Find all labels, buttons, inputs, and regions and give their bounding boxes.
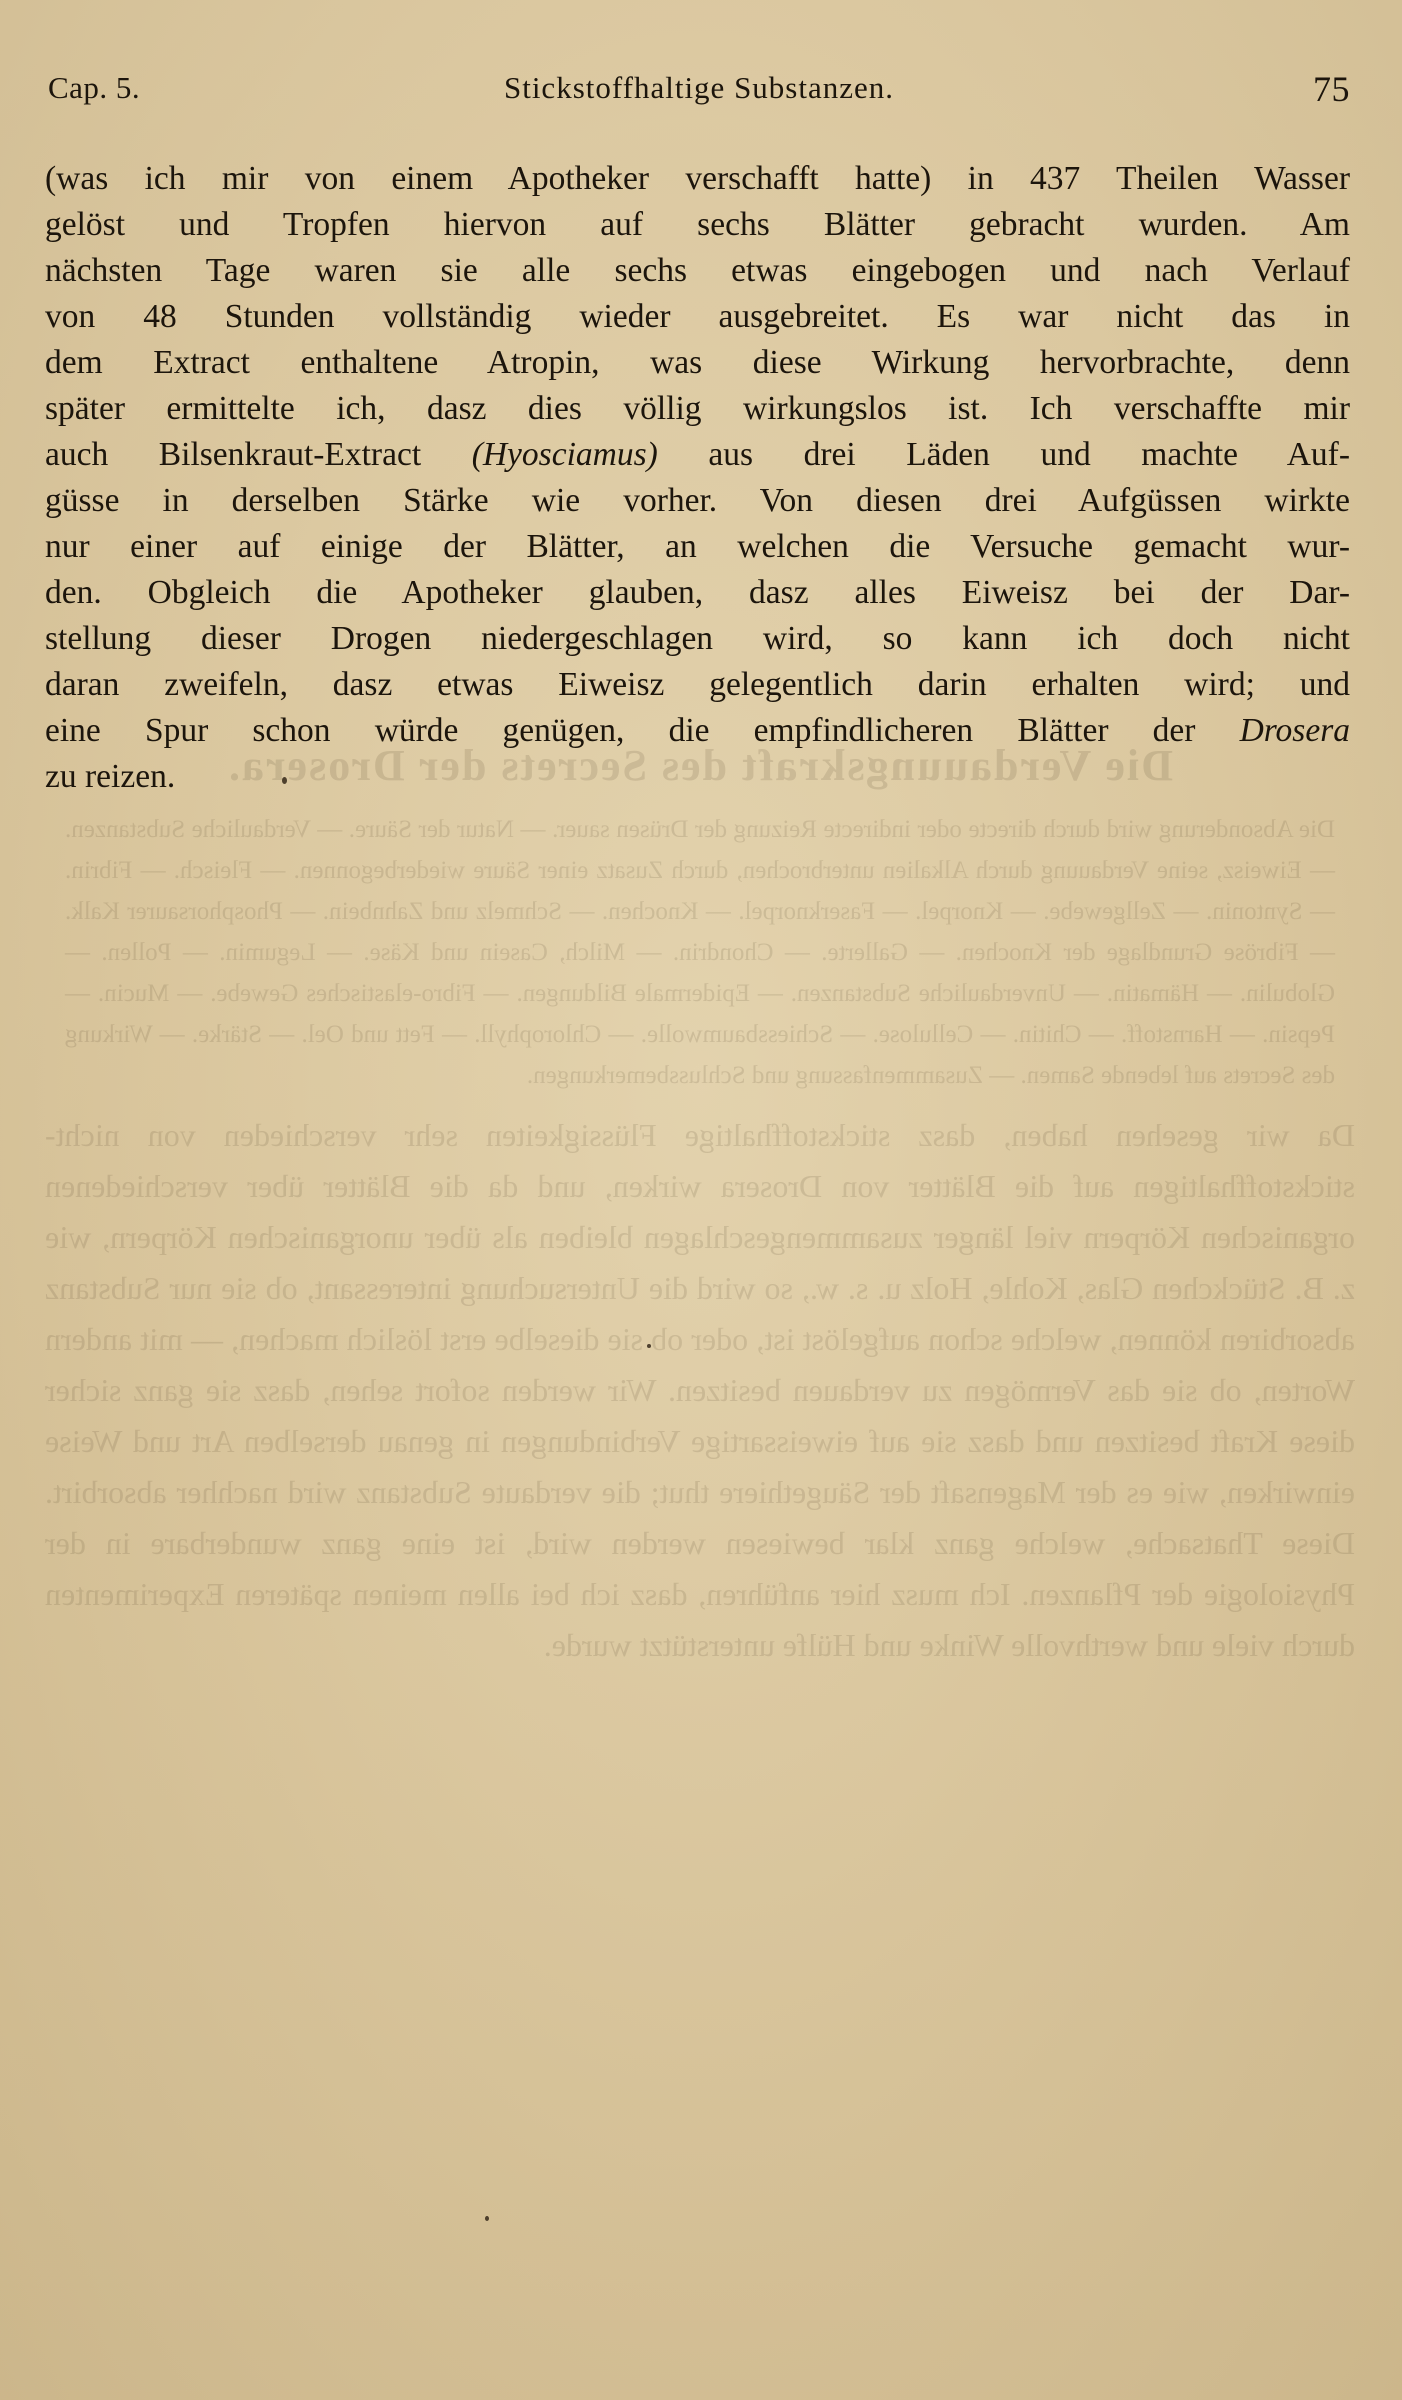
text-line: später ermittelte ich, dasz dies völlig wirkungslos ist. Ich verschaffte mir	[45, 390, 1350, 427]
running-header	[48, 70, 1350, 120]
text-line: von 48 Stunden vollständig wieder ausgebreitet. Es war nicht das in	[45, 298, 1350, 335]
bleed-through-heading: Die Verdauungskraft des Secrets der Drosera.	[227, 741, 1173, 790]
text-line: (was ich mir von einem Apotheker verschafft hatte) in 437 Theilen Wasser	[45, 160, 1350, 197]
genus-name-italic: Drosera	[1239, 712, 1350, 749]
bleed-through-summary: Die Absonderung wird durch directe oder indirecte Reizung der Drüsen sauer. — Natur der Säure. — Verdauliche Substanzen. — Eiweisz, seine Verdauung durch Alkalien unterbrochen, durch Zusatz einer Säure wiederbegonnen. — Fleisch. — Fibrin. — Syntonin. — Zellgewebe. — Knorpel. — Faserknorpel. — Knochen. — Schmelz und Zahnbein. — Phosphorsaurer Kalk. — Fibröse Grundlage der Knochen. — Gallerte. — Chondrin. — Milch, Casein und Käse. — Legumin. — Pollen. — Globulin. — Hämatin. — Unverdauliche Substanzen. — Epidermale Bildungen. — Fibro-elastisches Gewebe. — Mucin. — Pepsin. — Harnstoff. — Chitin. — Cellulose. — Schiessbaumwolle. — Chlorophyll. — Fett und Oel. — Stärke. — Wirkung des Secrets auf lebende Samen. — Zusammenfassung und Schlussbemerkungen.	[65, 816, 1335, 1089]
ink-speck	[282, 777, 287, 784]
ink-speck	[647, 1344, 651, 1348]
running-title: Stickstoffhaltige Substanzen.	[503, 70, 895, 105]
chapter-label: Cap. 5.	[48, 70, 141, 105]
text-line: auch Bilsenkraut-Extract (Hyosciamus) aus drei Läden und machte Auf-	[45, 436, 1350, 473]
text-line: dem Extract enthaltene Atropin, was diese Wirkung hervorbrachte, denn	[45, 344, 1350, 381]
bleed-through-paragraph: Da wir gesehen haben, dasz stickstoffhaltige Flüssigkeiten sehr verschieden von nicht-stickstoffhaltigen auf die Blätter von Drosera wirken, und da die Blätter über verschiedenen organischen Körpern viel länger zusammengeschlagen bleiben als über unorganischen Körpern, wie z. B. Stückchen Glas, Kohle, Holz u. s. w., so wird die Untersuchung interessant, ob sie nur Substanz absorbiren können, welche schon aufgelöst ist, oder ob sie dieselbe erst löslich machen, — mit andern Worten, ob sie das Vermögen zu verdauen besitzen. Wir werden sofort sehen, dasz sie ganz sicher diese Kraft besitzen und dasz sie auf eiweissartige Verbindungen in genau derselben Art und Weise einwirken, wie es der Magensaft der Säugethiere thut; die verdaute Substanz wird nachher absorbirt. Diese Thatsache, welche ganz klar bewiesen werden wird, ist eine ganz wunderbare in der Physiologie der Pflanzen. Ich musz hier anführen, dasz ich bei allen meinen späteren Experimenten durch viele und werthvolle Winke und Hülfe unterstützt wurde.	[45, 1117, 1355, 1663]
text-line: stellung dieser Drogen niedergeschlagen wird, so kann ich doch nicht	[45, 620, 1350, 657]
bleed-through-text	[45, 740, 1355, 2340]
text-line-last: zu reizen.	[45, 758, 176, 795]
species-name-italic: (Hyosciamus)	[471, 436, 658, 473]
text-line: den. Obgleich die Apotheker glauben, dasz alles Eiweisz bei der Dar-	[45, 574, 1350, 611]
text-line: nur einer auf einige der Blätter, an welchen die Versuche gemacht wur-	[45, 528, 1350, 565]
ink-speck	[485, 2216, 489, 2221]
text-line: güsse in derselben Stärke wie vorher. Von diesen drei Aufgüssen wirkte	[45, 482, 1350, 519]
text-line: daran zweifeln, dasz etwas Eiweisz gelegentlich darin erhalten wird; und	[45, 666, 1350, 703]
text-line: nächsten Tage waren sie alle sechs etwas eingebogen und nach Verlauf	[45, 252, 1350, 289]
text-line: gelöst und Tropfen hiervon auf sechs Blätter gebracht wurden. Am	[45, 206, 1350, 243]
page-number: 75	[1313, 69, 1350, 109]
text-line: eine Spur schon würde genügen, die empfindlicheren Blätter der Drosera	[45, 712, 1350, 749]
body-paragraph	[45, 156, 1350, 800]
